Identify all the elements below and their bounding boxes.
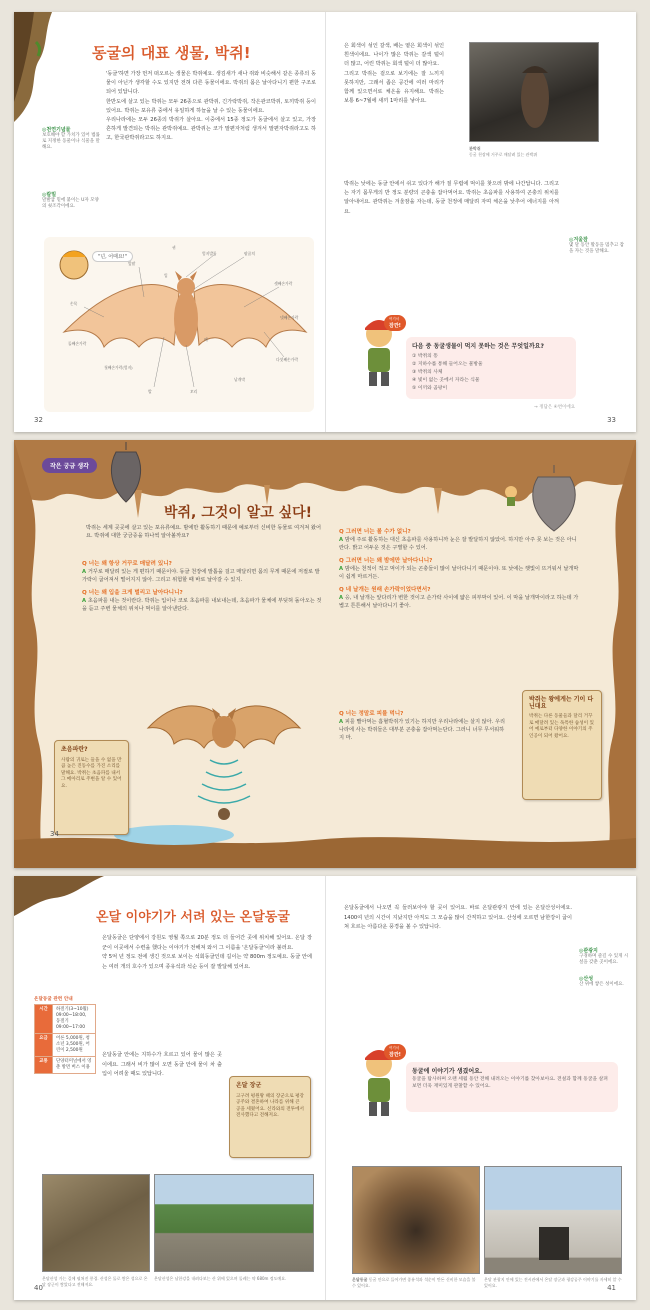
table-value: 하절기(3~10월) 09:00~18:00, 동절기 09:00~17:00 — [53, 1005, 96, 1034]
quiz-option: ② 지하수를 통해 들어오는 물방울 — [412, 362, 483, 367]
quiz-text: 동굴을 탐사하며 오랜 세월 동안 전해 내려오는 이야기를 찾아보아요. 전설과 함께 동굴을 살펴보면 더욱 재미있게 관찰할 수 있어요. — [412, 1077, 608, 1089]
quiz-option: ④ 빛이 없는 곳에서 자라는 식물 — [412, 378, 480, 383]
answer: A 피를 빨아먹는 흡혈박쥐가 있기는 하지만 우리나라에는 살지 않아. 우리나라에 사는 박쥐들은 대부분 곤충을 잡아먹는단다. 그러니 너무 무서워하지 마. — [339, 718, 509, 742]
page-title: 박쥐, 그것이 알고 싶다! — [164, 505, 313, 521]
hanging-bat-icon — [524, 465, 584, 535]
cave-interior-photo — [352, 1166, 480, 1274]
explorer-tiny-icon — [504, 485, 518, 507]
paragraph: 약 5억 년 정도 전에 생긴 것으로 보이는 석회동굴인데 길이는 약 800m 정도예요. 동굴 안에는 여러 개의 호수가 있으며 종유석과 석순 등이 잘 발달해 있어요. — [102, 954, 312, 970]
note-title: ◎관광지 — [579, 948, 598, 954]
note-text: 구경하며 즐길 수 있게 시설을 갖춘 곳이에요. — [579, 954, 629, 965]
photo-caption — [352, 1277, 480, 1288]
qa-column-left — [82, 560, 322, 618]
hanging-bat-icon — [106, 442, 146, 512]
page-title: 온달 이야기가 서려 있는 온달동굴 — [96, 910, 290, 925]
note-title: ◎산성 — [579, 976, 594, 982]
paragraph: 온달동굴 안에는 지하수가 흐르고 있어 물이 많은 곳이에요. 그래서 비가 많이 오면 동굴 안에 물이 차 출입이 어려울 때도 있답니다. — [102, 1052, 222, 1077]
speech-bubble: "넌, 어때요!" — [92, 251, 133, 262]
diagram-label: 다섯째손가락 — [276, 357, 299, 362]
info-scroll-legend — [522, 690, 602, 800]
table-title: 온달동굴 관련 안내 — [34, 997, 73, 1002]
caption-title: 관박쥐 — [469, 146, 481, 151]
body-text — [106, 70, 316, 144]
body-text-narrow — [102, 1051, 222, 1080]
quiz-badge-small: 여기서 — [389, 317, 400, 321]
paragraph: 박쥐는 낮에는 동굴 안에서 쉬고 있다가 해가 질 무렵에 먹이를 찾으러 밖에 나간답니다. 그리고는 자기 몸무게의 반 정도 분량의 곤충을 잡아먹어요. 박쥐는 초음파를 사용하여 곤충의 위치를 알아내어요. 관박쥐는 겨울잠을 자는데, 동굴 천정에 매달려 자며 체온을 낮추어 에너지를 아껴요. — [344, 181, 559, 215]
bat-head — [177, 278, 195, 296]
photo-caption — [469, 146, 599, 157]
question: Q 너는 왜 항상 거꾸로 매달려 있니? — [82, 561, 172, 567]
answer: A 응, 내 날개는 앞다리가 변한 것이고 손가락 사이에 얇은 피부막이 있어. 이 막을 날개막이라고 하는데 가볍고 튼튼해서 날아다니기 좋아. — [339, 594, 579, 610]
side-note — [42, 127, 100, 151]
note-text: 산 위에 쌓은 성이에요. — [579, 982, 624, 987]
spread-pages-32-33 — [14, 12, 636, 432]
diagram-label: 꼬리 — [190, 389, 198, 394]
table-key: 요금 — [35, 1034, 53, 1057]
page-title: 동굴의 대표 생물, 박쥐! — [92, 44, 251, 62]
diagram-label: 넷째손가락 — [280, 315, 299, 320]
quiz-option: ⑤ 이끼와 곰팡이 — [412, 386, 448, 391]
page-number: 33 — [607, 416, 616, 424]
table-key: 시간 — [35, 1005, 53, 1034]
answer: A 밤에 주로 활동하는 대신 초음파를 사용하니까 눈은 잘 발달하지 않았어. 하지만 아주 못 보는 것은 아니란다. 밝고 어두운 것은 구별할 수 있어. — [339, 536, 579, 552]
note-text: 보호해야 할 가치가 있어 법률로 지정한 동물이나 식물을 말해요. — [42, 133, 100, 150]
bat-anatomy-diagram — [44, 237, 314, 412]
flying-bat-illustration — [144, 680, 304, 830]
side-note — [579, 948, 629, 966]
diagram-label: 팔꿈치 — [244, 251, 256, 256]
info-table-grid — [34, 1004, 96, 1074]
diagram-label: 앞팔 — [128, 261, 136, 266]
spread-page-34 — [14, 440, 636, 868]
diagram-label: 손목 — [70, 301, 78, 306]
paragraph: 한반도에 살고 있는 박쥐는 모두 26종으로 관박쥐, 긴가락박쥐, 작은관코박쥐, 토끼박쥐 등이 있어요. 박쥐는 포유류 중에서 유일하게 하늘을 날 수 있는 동물이에요. — [106, 98, 316, 114]
table-row — [35, 1005, 96, 1034]
info-scroll-ultrasound — [54, 740, 129, 835]
quiz-badge-small: 여기서 — [389, 1046, 400, 1050]
exhibition-hall-photo — [484, 1166, 622, 1274]
bat-photo — [469, 42, 599, 142]
quiz-badge-label: 잠깐! — [389, 1052, 401, 1058]
info-table — [34, 996, 96, 1074]
bat-diagram-svg — [44, 237, 314, 412]
table-value: 어른 5,000원, 청소년 3,500원, 어린이 2,500원 — [53, 1034, 96, 1057]
quiz-badge-label: 잠깐! — [389, 323, 401, 329]
paragraph: 온달동굴에서 나오면 꼭 들러보아야 할 곳이 있어요. 바로 온달관광지 안에 있는 온달산성이에요. 1400여 년의 시간이 지났지만 아직도 그 모습을 많이 간직하고 있어요. 산성에 오르면 남한강이 굽이쳐 흐르는 아름다운 풍경을 볼 수 있답니다. — [344, 905, 572, 930]
diagram-label: 날개막 — [234, 377, 246, 382]
bat-body — [174, 291, 198, 347]
diagram-label: 발 — [148, 389, 152, 394]
qa-column-right-bottom — [339, 710, 509, 747]
insect-icon — [218, 808, 230, 820]
photo-caption: 온달산성 가는 길에 펼쳐진 풍경. 산성은 돌로 쌓은 성으로 온달 장군이 쌓았다고 전해져요. — [42, 1276, 148, 1287]
side-note — [579, 976, 629, 988]
caption-text: 동굴 천장에 거꾸로 매달려 있는 관박쥐 — [469, 151, 538, 157]
note-text: 말발굽 밑에 붙이는 U자 모양의 쇳조각이에요. — [42, 198, 99, 209]
table-row — [35, 1057, 96, 1074]
table-row — [35, 1034, 96, 1057]
page-fold — [325, 12, 326, 432]
paragraph: 우리나라에는 모두 26종의 박쥐가 살아요. 이중에서 15종 정도가 동굴에서 살고 있고, 가장 흔하게 발견되는 박쥐는 관박쥐예요. 관박쥐는 코가 말편자처럼 생겨서 말편자박쥐라고도 하고, 한국관박쥐라고도 하지요. — [106, 117, 316, 142]
intro-text: 박쥐는 세계 곳곳에 살고 있는 포유류예요. 밤에만 활동하기 때문에 예로부터 신비한 동물로 여겨져 왔어요. 박쥐에 대한 궁금증을 하나씩 알아볼까요? — [86, 525, 321, 539]
diagram-label: 귀 — [172, 245, 176, 250]
fortress-landscape-photo — [154, 1174, 314, 1272]
quiz-badge — [384, 315, 406, 331]
question: Q 네 날개는 원래 손가락이었다면서? — [339, 587, 431, 593]
page-number: 34 — [50, 830, 59, 838]
diagram-label: 둘째손가락 — [68, 341, 87, 346]
diagram-label: 셋째손가락 — [274, 281, 293, 286]
scroll-title: 박쥐는 왕에게는 기이 다닌대요 — [529, 696, 594, 710]
paragraph: 그리고 박쥐는 겉으로 보기에는 잘 느끼지 못하지만, 그래서 좁은 공간에 여러 마리가 함께 있으면서로 체온을 유지해요. 박쥐는 보통 6~7월에 새끼 1마리를 낳아요. — [344, 70, 444, 105]
quiz-question: 다음 중 동굴생물이 먹지 못하는 것은 무엇일까요? — [412, 343, 544, 350]
side-note — [569, 237, 625, 255]
quiz-box — [406, 1062, 618, 1112]
answer: A 거꾸로 매달려 있는 게 편하기 때문이야. 동굴 천장에 발톱을 걸고 매달리면 몸의 무게 때문에 저절로 발가락이 굽어져서 떨어지지 않아. 그리고 위험할 때 바로 날아갈 수 있지. — [82, 568, 322, 584]
note-text: 몇 달 동안 활동을 멈추고 잠을 자는 것을 말해요. — [569, 243, 624, 254]
table-value: 단양터미널에서 영춘 방면 버스 이용 — [53, 1057, 96, 1074]
hall-entrance — [539, 1227, 569, 1260]
paragraph: 은 회색이 섞인 갈색, 배는 옅은 회색이 섞인 흰색이에요. 나이가 많은 박쥐는 갈색 털이 더 많고, 어린 박쥐는 회색 털이 더 많아요. — [344, 43, 444, 68]
note-title: ◎겨울잠 — [569, 237, 588, 243]
page-number: 40 — [34, 1284, 43, 1292]
fortress-wall-photo — [42, 1174, 150, 1272]
helmet-icon — [62, 251, 86, 257]
quiz-option: ③ 박쥐의 사체 — [412, 370, 443, 375]
quiz-answer: → 정답은 ④번이에요 — [534, 405, 576, 410]
hanging-bat-image — [470, 43, 600, 143]
page-number: 41 — [607, 1284, 616, 1292]
side-note — [42, 192, 100, 210]
section-badge: 작은 궁금 생각 — [42, 458, 97, 473]
question: Q 그러면 너는 볼 수가 없니? — [339, 529, 411, 535]
paragraph: '동굴'하면 가장 먼저 떠오르는 생물은 박쥐예요. 생김새가 새나 쥐와 비슷해서 같은 종류의 동물이 아닌가 생각할 수도 있지만 전혀 다른 동물이에요. 박쥐의 몸은 날아다니기 편한 구조로 되어 있답니다. — [106, 71, 316, 96]
answer: A 초음파를 내는 것이란다. 박쥐는 입이나 코로 초음파를 내보내는데, 초음파가 물체에 부딪혀 돌아오는 것을 듣고 주변 물체의 위치나 먹이를 알아낸단다. — [82, 597, 322, 613]
scroll-text: 박쥐는 다른 동물들과 달리 거꾸로 매달려 있는 독특한 습성이 있어 예로부터 다양한 이야기의 주인공이 되어 왔어요. — [529, 714, 594, 739]
question: Q 그러면 너는 왜 밤에만 날아다니니? — [339, 558, 433, 564]
quiz-badge — [384, 1044, 406, 1060]
body-text — [344, 904, 572, 933]
body-text — [102, 934, 312, 972]
photo-caption: 온달 관광지 안에 있는 전시관에서 온달 장군과 평강공주 이야기를 자세히 알 수 있어요. — [484, 1277, 622, 1288]
scroll-text: 사람의 귀로는 들을 수 없을 만큼 높은 진동수를 가진 소리를 말해요. 박쥐는 초음파를 내서 그 메아리로 주변을 알 수 있어요. — [61, 757, 122, 789]
note-title: ◎천연기념물 — [42, 127, 71, 133]
scroll-title: 온달 장군 — [236, 1082, 262, 1089]
info-scroll-ondal — [229, 1076, 311, 1158]
body-text-wide — [344, 180, 559, 217]
qa-column-right — [339, 528, 579, 615]
spread-pages-40-41 — [14, 876, 636, 1300]
scroll-title: 초음파란? — [61, 746, 88, 753]
quiz-box — [406, 337, 576, 399]
diagram-label: 입 — [164, 273, 168, 278]
body-text-column — [344, 42, 444, 106]
diagram-label: 첫째손가락(엄지) — [104, 365, 133, 370]
scroll-text: 고구려 평원왕 때의 장군으로 평강공주와 결혼하여 나라를 위해 큰 공을 세웠어요. 신라와의 전투에서 전사했다고 전해져요. — [236, 1093, 304, 1118]
question: Q 너는 정말로 피를 먹니? — [339, 711, 404, 717]
cave-corner-illustration — [14, 876, 104, 916]
question: Q 너는 왜 입을 크게 벌리고 날아다니니? — [82, 590, 183, 596]
paragraph: 온달동굴은 단양에서 강원도 영월 쪽으로 20분 정도 더 들어간 곳에 위치해 있어요. 온달 장군이 이곳에서 수련을 했다는 이야기가 전해져 와서 그 이름을 '온달동굴'이라 불러요. — [102, 935, 312, 951]
note-title: ◎칼밀 — [42, 192, 57, 198]
diagram-label: 엄지발톱 — [202, 251, 217, 256]
quiz-title: 동굴에 이야기가 생겼어요. — [412, 1068, 483, 1075]
page-fold — [325, 876, 326, 1300]
cave-corner-illustration — [14, 12, 54, 122]
left-wing — [64, 285, 179, 347]
quiz-option: ① 박쥐의 똥 — [412, 354, 438, 359]
answer: A 밤에는 천적이 적고 먹이가 되는 곤충들이 많이 날아다니기 때문이야. 또 낮에는 햇빛이 뜨거워서 날개막이 쉽게 마르거든. — [339, 565, 579, 581]
caption-title: 온달동굴 — [352, 1277, 368, 1282]
caption-text: 동굴 안으로 들어가면 종유석과 석순이 만든 신비한 모습을 볼 수 있어요. — [352, 1277, 476, 1288]
page-number: 32 — [34, 416, 43, 424]
table-key: 교통 — [35, 1057, 53, 1074]
diagram-label: 배 — [204, 337, 208, 342]
photo-caption: 온달산성은 남한강을 내려다보는 산 위에 있으며 둘레는 약 680m 정도예요. — [154, 1276, 287, 1281]
